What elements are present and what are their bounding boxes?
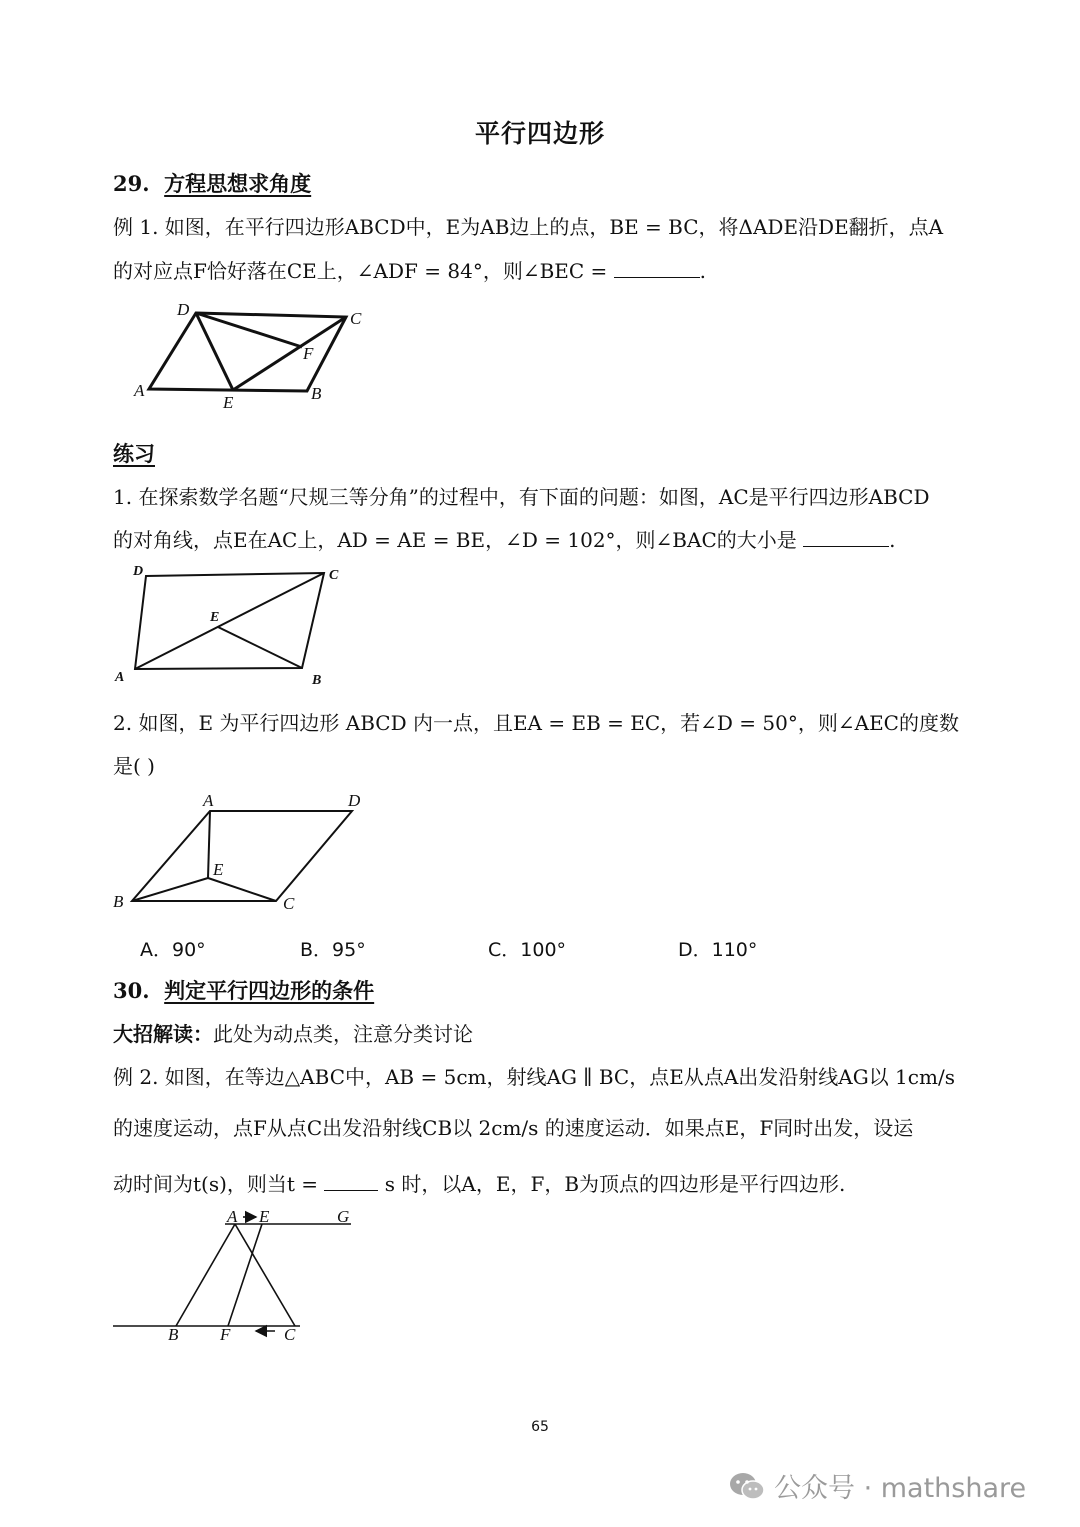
figure-4-triangle [110, 1200, 370, 1350]
fig4-label-f: F [220, 1325, 231, 1344]
fig2-label-e: E [210, 610, 220, 625]
fig4-label-b: B [168, 1325, 179, 1344]
wechat-icon [728, 1471, 766, 1501]
fig2-label-d: D [133, 564, 144, 579]
tip-label: 大招解读： [113, 1022, 213, 1046]
fig3-label-d: D [348, 791, 361, 810]
section-title: 方程思想求角度 [164, 171, 312, 196]
fig1-label-f: F [303, 344, 314, 363]
watermark-text: 公众号 · mathshare [774, 1473, 1027, 1504]
fig4-label-e: E [259, 1207, 270, 1226]
fig2-label-b: B [312, 673, 322, 688]
fig3-label-e: E [213, 860, 224, 879]
fig4-label-c: C [284, 1325, 296, 1344]
fig4-label-g: G [337, 1207, 350, 1226]
fig1-label-d: D [177, 300, 190, 319]
practice-label: 练习 [113, 441, 155, 466]
q2-line2: 是( ) [113, 754, 155, 778]
figure-1-parallelogram [125, 295, 375, 415]
fig3-label-c: C [283, 894, 295, 913]
q2-line1: 2. 如图，E 为平行四边形 ABCD 内一点，且EA = EB = EC，若∠D = 50°，则∠AEC的度数 [113, 711, 959, 735]
answer-blank [324, 1189, 378, 1191]
answer-blank [803, 545, 889, 547]
page-number: 65 [531, 1419, 549, 1435]
example2-line1: 例 2. 如图，在等边△ABC中，AB = 5cm，射线AG ∥ BC，点E从点A出发沿射线AG以 1cm/s [113, 1065, 955, 1089]
tip-text: 此处为动点类，注意分类讨论 [213, 1022, 473, 1046]
fig1-label-c: C [350, 309, 362, 328]
fig3-label-b: B [113, 892, 124, 911]
figure-3-parallelogram [108, 785, 378, 915]
example2-line3 [113, 1168, 845, 1197]
fig1-label-e: E [223, 393, 234, 412]
q1-line2 [113, 524, 895, 553]
fig2-label-a: A [115, 670, 125, 685]
section-title: 判定平行四边形的条件 [164, 978, 375, 1003]
choice-b: B．95° [300, 939, 366, 961]
example2-text: 动时间为t(s)，则当t = [113, 1172, 319, 1196]
fig1-label-b: B [311, 384, 322, 403]
fig4-label-a: A [227, 1207, 238, 1226]
example1-text: 的对应点F恰好落在CE上，∠ADF = 84°，则∠BEC = [113, 259, 608, 283]
section-number: 30. [113, 978, 150, 1003]
example2-text-end: s 时，以A，E，F，B为顶点的四边形是平行四边形. [384, 1172, 846, 1196]
practice-heading [113, 438, 155, 468]
q1-line1: 1. 在探索数学名题“尺规三等分角”的过程中，有下面的问题：如图，AC是平行四边形ABCD [113, 485, 930, 509]
section-29-heading [113, 168, 311, 198]
section-30-heading [113, 975, 374, 1005]
q1-text: 的对角线，点E在AC上，AD = AE = BE，∠D = 102°，则∠BAC的大小是 [113, 528, 797, 552]
page-title: 平行四边形 [474, 119, 605, 148]
answer-blank [614, 276, 700, 278]
watermark [728, 1466, 1026, 1505]
example1-line1: 例 1. 如图，在平行四边形ABCD中，E为AB边上的点，BE = BC，将ΔADE沿DE翻折，点A [113, 215, 944, 239]
fig1-label-a: A [134, 381, 145, 400]
choice-c: C．100° [488, 939, 567, 961]
example1-line2 [113, 255, 706, 284]
period: . [889, 528, 896, 552]
choice-a: A．90° [140, 939, 206, 961]
fig3-label-a: A [203, 791, 214, 810]
period: . [699, 259, 707, 283]
figure-2-parallelogram [108, 560, 358, 690]
section-number: 29. [113, 171, 150, 196]
example2-line2: 的速度运动，点F从点C出发沿射线CB以 2cm/s 的速度运动．如果点E，F同时出发，设运 [113, 1116, 914, 1140]
choice-d: D．110° [678, 939, 758, 961]
fig2-label-c: C [329, 568, 339, 583]
tip-line [113, 1018, 473, 1047]
